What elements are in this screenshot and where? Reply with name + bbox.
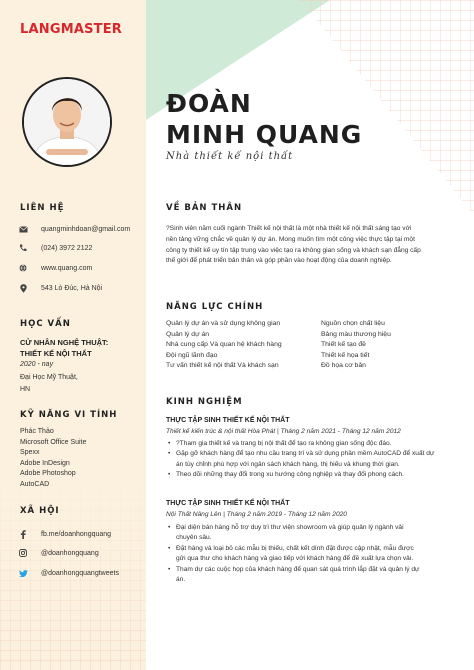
- degree-line-1: CỬ NHÂN NGHỆ THUẬT:: [20, 338, 109, 347]
- contact-email[interactable]: [18, 224, 130, 234]
- full-name: [166, 88, 362, 150]
- competency-item: Quản lý dự án và sử dụng không gian: [166, 320, 281, 327]
- education-degree: [20, 337, 108, 359]
- job-1-bullets: [166, 439, 456, 481]
- job-bullet: • Đại diện bán hàng hỗ trợ duy trì thư viện showroom và giúp quản lý ngành vải: [166, 523, 456, 533]
- school-line-2: HN: [20, 386, 31, 393]
- skill-item: Microsoft Office Suite: [20, 438, 87, 446]
- education-heading: HỌC VẤN: [20, 319, 71, 329]
- competency-item: Nguồn chọn chất liệu: [321, 320, 385, 327]
- skill-item: AutoCAD: [20, 480, 50, 488]
- degree-line-2: THIẾT KẾ NỘI THẤT: [20, 349, 92, 358]
- profile-photo: [24, 79, 110, 165]
- contact-heading: LIÊN HỆ: [20, 203, 65, 213]
- job-bullet: • Đặt hàng và loại bỏ các mẫu bị thiếu, chất kết dính đặt được cập nhật, mẫu được: [166, 544, 456, 554]
- contact-website[interactable]: [18, 263, 92, 273]
- name-line-2: MINH QUANG: [166, 120, 363, 149]
- job-2-title: THỰC TẬP SINH THIẾT KẾ NỘI THẤT: [166, 500, 290, 507]
- skill-item: Spexx: [20, 449, 40, 457]
- skills-heading: KỸ NĂNG VI TÍNH: [20, 410, 118, 420]
- phone-icon: [18, 243, 28, 253]
- about-text: [166, 224, 456, 267]
- contact-address: [18, 283, 102, 293]
- job-bullet-continuation: án.: [176, 576, 186, 584]
- about-line: ?Sinh viên năm cuối ngành Thiết kế nội thất là một nhà thiết kế nội thất sáng tạo với: [166, 225, 412, 232]
- social-heading: XÃ HỘI: [20, 506, 60, 516]
- job-1-title: THỰC TẬP SINH THIẾT KẾ NỘI THẤT: [166, 417, 290, 424]
- education-school: [20, 372, 130, 396]
- competency-item: Thiết kế tạo đề: [321, 341, 366, 349]
- about-line: nền tảng vững chắc về quản lý dự án. Mong muốn tìm một công việc thực tập tại một: [166, 235, 415, 243]
- competencies-heading: NĂNG LỰC CHÍNH: [166, 302, 264, 312]
- facebook-text: fb.me/doanhongquang: [41, 530, 112, 538]
- skill-item: Adobe Photoshop: [20, 470, 76, 478]
- job-bullet-continuation: gửi qua thư cho khách hàng và giao tiếp với khách hàng để đề xuất lựa chọn vải.: [176, 555, 414, 563]
- school-line-1: Đại Học Mỹ Thuật,: [20, 374, 78, 381]
- about-line: thế giới để phát triển bản thân và góp phần vào hoạt động của doanh nghiệp.: [166, 257, 392, 265]
- competency-item: Quản lý dự án: [166, 330, 210, 338]
- competency-item: Đội ngũ lãnh đạo: [166, 351, 218, 359]
- skill-item: Phác Thảo: [20, 428, 54, 435]
- skill-item: Adobe InDesign: [20, 459, 70, 467]
- instagram-icon: [18, 548, 28, 558]
- twitter-text: @doanhongquangtweets: [41, 569, 119, 577]
- job-2-bullets: [166, 523, 456, 585]
- job-bullet: • ?Tham gia thiết kế và trang bị nội thất để tạo ra không gian sống độc đáo.: [166, 439, 456, 449]
- competency-item: Thiết kế họa tiết: [321, 351, 370, 359]
- contact-website-text: www.quang.com: [41, 264, 93, 272]
- about-line: công ty thiết kế uy tín tập trung vào việc tạo ra không gian sống và khách sạn đẳng cấp: [166, 246, 421, 254]
- twitter-icon: [18, 568, 28, 578]
- contact-phone-text: (024) 3972 2122: [41, 244, 93, 252]
- competency-item: Nhà cung cấp Và quan hệ khách hàng: [166, 341, 282, 349]
- avatar: [22, 77, 112, 167]
- job-1-meta: Thiết kế kiến trúc & nội thất Hòa Phát | Tháng 2 năm 2021 - Tháng 12 năm 2012: [166, 428, 401, 435]
- contact-phone[interactable]: [18, 243, 92, 253]
- location-icon: [18, 283, 28, 293]
- about-heading: VỀ BẢN THÂN: [166, 203, 243, 213]
- job-bullet-continuation: chuyên sâu.: [176, 534, 212, 542]
- job-role: Nhà thiết kế nội thất: [166, 151, 294, 162]
- globe-icon: [18, 263, 28, 273]
- contact-email-text: quangminhdoan@gmail.com: [41, 225, 131, 233]
- job-bullet: • Tham dự các cuộc họp của khách hàng để quan sát quá trình lắp đặt và quản lý dự: [166, 565, 456, 575]
- name-line-1: ĐOÀN: [166, 89, 252, 118]
- social-twitter[interactable]: [18, 568, 119, 578]
- competency-item: Bảng màu thương hiệu: [321, 330, 391, 338]
- competencies-right: [321, 319, 391, 372]
- job-bullet-continuation: án tùy chỉnh phù hợp với ngân sách khách hàng, thị hiếu và khung thời gian.: [176, 460, 400, 468]
- job-bullet: • Theo dõi những thay đổi trong xu hướng công nghiệp và thay đổi phong cách.: [166, 470, 456, 480]
- education-year: 2020 - nay: [20, 361, 54, 368]
- mail-icon: [18, 224, 28, 234]
- social-facebook[interactable]: [18, 529, 111, 539]
- competency-item: Đồ họa cơ bản: [321, 362, 366, 370]
- job-bullet: • Gặp gỡ khách hàng để tạo nhu cầu trang trí và sử dụng phần mềm AutoCAD để xuất dự: [166, 449, 456, 459]
- experience-heading: KINH NGHIỆM: [166, 397, 243, 407]
- job-2-meta: Nội Thất Nâng Lên | Tháng 2 năm 2019 - Tháng 12 năm 2020: [166, 511, 347, 518]
- skills-list: [20, 427, 86, 491]
- instagram-text: @doanhongquang: [41, 549, 99, 557]
- competencies-left: [166, 319, 282, 372]
- brand-logo: LANGMASTER: [20, 22, 123, 37]
- social-instagram[interactable]: [18, 548, 99, 558]
- competency-item: Tư vấn thiết kế nội thất Và khách sạn: [166, 362, 279, 370]
- contact-address-text: 543 Lò Đúc, Hà Nội: [41, 284, 103, 292]
- facebook-icon: [18, 529, 28, 539]
